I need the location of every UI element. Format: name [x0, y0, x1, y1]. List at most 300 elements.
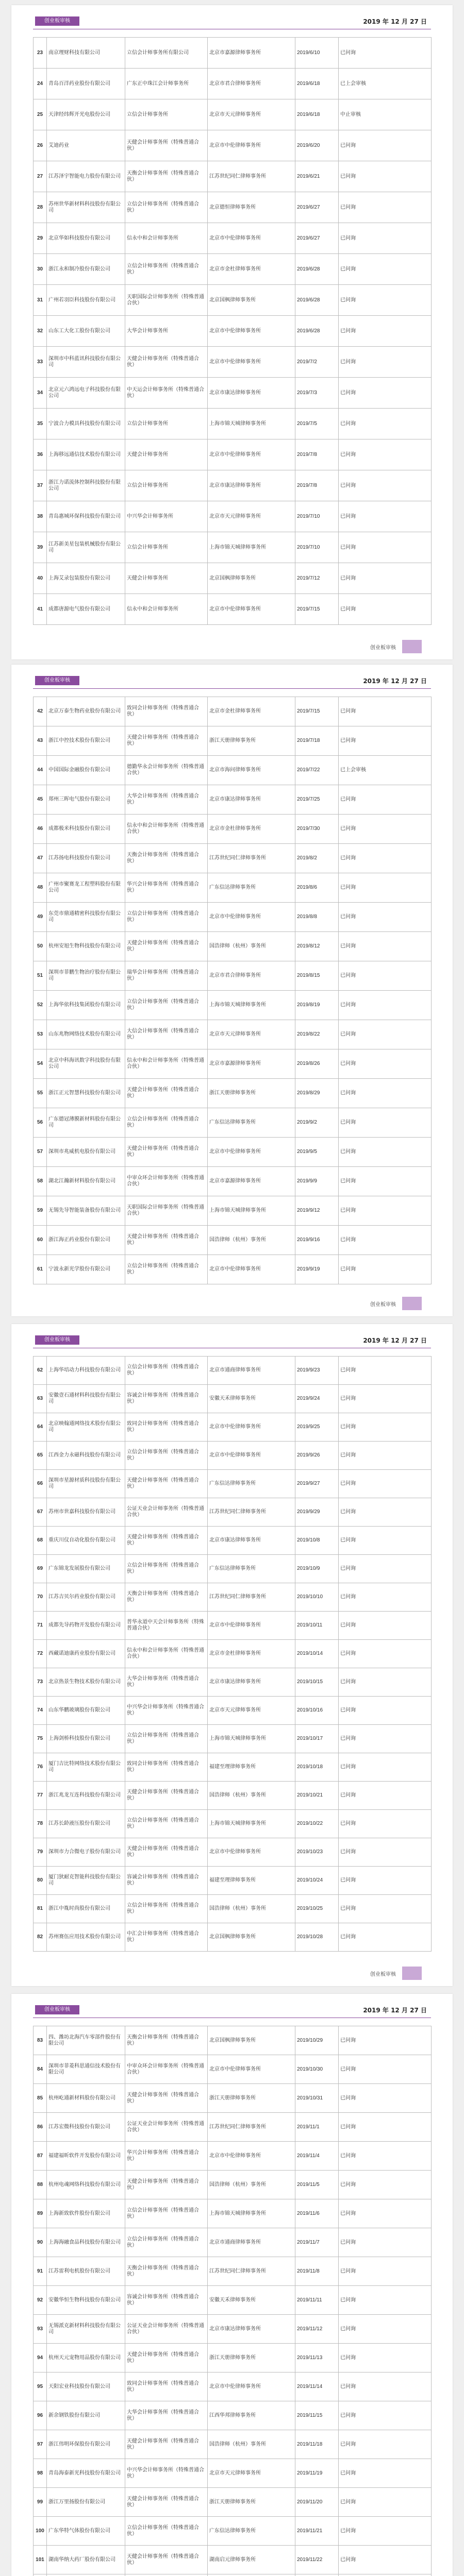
table-row: [34, 697, 432, 726]
review-status: 已问询: [339, 285, 432, 316]
accounting-firm: 公证天业会计师事务所（特殊普通合伙）: [125, 2315, 208, 2344]
row-number: 101: [34, 2546, 47, 2574]
company-name: 北京万泰生物药业股份有限公司: [47, 697, 125, 726]
law-firm: 上海市锦天城律师事务所: [208, 991, 295, 1020]
review-status: 已问询: [339, 1782, 432, 1810]
accounting-firm: 天健会计师事务所（特殊普通合伙）: [125, 1138, 208, 1167]
law-firm: 浙江天册律师事务所: [208, 726, 295, 756]
review-status: 已问询: [339, 532, 432, 563]
accounting-firm: 立信会计师事务所有限公司: [125, 38, 208, 69]
footer-tab-marker: [402, 640, 422, 653]
filing-date: 2019/8/15: [295, 961, 339, 991]
table-row: [34, 2315, 432, 2344]
table-row: [34, 1226, 432, 1255]
review-status: 已问询: [339, 316, 432, 347]
company-name: 杭州天元宠物用品股份有限公司: [47, 2344, 125, 2372]
row-number: 49: [34, 903, 47, 932]
review-status: 已问询: [339, 1079, 432, 1108]
company-name: 郑州三晖电气股份有限公司: [47, 785, 125, 815]
table-row: [34, 470, 432, 501]
law-firm: 北京市中伦律师事务所: [208, 1442, 295, 1470]
filing-date: 2019/10/9: [295, 1555, 339, 1583]
review-status: 已问询: [339, 1555, 432, 1583]
row-number: 47: [34, 844, 47, 873]
row-number: 48: [34, 873, 47, 903]
table-row: [34, 1895, 432, 1923]
company-name: 福建福昕软件开发股份有限公司: [47, 2142, 125, 2171]
law-firm: 北京市天元律师事务所: [208, 1697, 295, 1725]
accounting-firm: 天健会计师事务所（特殊普通合伙）: [125, 1470, 208, 1498]
table-row: [34, 2372, 432, 2401]
law-firm: 上海市锦天城律师事务所: [208, 1725, 295, 1753]
table-row: [34, 563, 432, 594]
table-row: [34, 932, 432, 961]
law-firm: 国浩律师（杭州）事务所: [208, 2430, 295, 2459]
accounting-firm: 天健会计师事务所（特殊普通合伙）: [125, 130, 208, 161]
review-status: 已问询: [339, 1049, 432, 1079]
filing-date: 2019/8/12: [295, 932, 339, 961]
company-name: 浙江万里扬股份有限公司: [47, 2488, 125, 2517]
company-name: 宁波永新光学股份有限公司: [47, 1255, 125, 1284]
accounting-firm: [125, 2574, 208, 2576]
table-row: [34, 1079, 432, 1108]
filing-date: 2019/10/16: [295, 1697, 339, 1725]
row-number: 30: [34, 254, 47, 285]
filing-date: 2019/7/12: [295, 563, 339, 594]
filing-date: 2019/7/10: [295, 532, 339, 563]
filing-date: 2019/9/26: [295, 1442, 339, 1470]
law-firm: 浙江天册律师事务所: [208, 2084, 295, 2113]
law-firm: 江西华邦律师事务所: [208, 2401, 295, 2430]
review-status: 已问询: [339, 1668, 432, 1697]
law-firm: 北京市通商律师事务所: [208, 1357, 295, 1385]
law-firm: 北京市中伦律师事务所: [208, 1255, 295, 1284]
table-row: [34, 38, 432, 69]
law-firm: 北京市金杜律师事务所: [208, 254, 295, 285]
filing-date: 2019/11/6: [295, 2199, 339, 2228]
table-row: [34, 961, 432, 991]
filing-date: 2019/8/22: [295, 1020, 339, 1049]
review-status: 已问询: [339, 2257, 432, 2286]
accounting-firm: 致同会计师事务所（特殊普通合伙）: [125, 1413, 208, 1442]
filing-date: 2019/11/1: [295, 2113, 339, 2142]
filing-date: 2019/9/5: [295, 1138, 339, 1167]
review-status: 已问询: [339, 2401, 432, 2430]
row-number: 62: [34, 1357, 47, 1385]
table-row: [34, 1640, 432, 1668]
law-firm: 广东信达律师事务所: [208, 873, 295, 903]
row-number: 86: [34, 2113, 47, 2142]
table-row: [34, 1385, 432, 1413]
company-name: 浙江中胤时尚股份有限公司: [47, 1895, 125, 1923]
review-status: 已问询: [339, 1413, 432, 1442]
company-name: 江苏宏微科技股份有限公司: [47, 2113, 125, 2142]
accounting-firm: 天健会计师事务所（特殊普通合伙）: [125, 932, 208, 961]
company-name: 北京映翰通网络技术股份有限公司: [47, 1413, 125, 1442]
review-status: 已问询: [339, 1020, 432, 1049]
footer-label: 创业板审核: [370, 1972, 396, 1977]
accounting-firm: 天健会计师事务所（特殊普通合伙）: [125, 2344, 208, 2372]
filing-date: 2019/7/18: [295, 726, 339, 756]
company-name: 四、潍坊北海汽车零部件股份有限公司: [47, 2026, 125, 2055]
row-number: 26: [34, 130, 47, 161]
ipo-review-table: [33, 37, 432, 625]
table-row: [34, 161, 432, 192]
accounting-firm: 立信会计师事务所（特殊普通合伙）: [125, 1108, 208, 1138]
table-row: [34, 1196, 432, 1226]
review-status: 已问询: [339, 594, 432, 625]
company-name: 西藏诺迪康药业股份有限公司: [47, 1640, 125, 1668]
review-status: 已问询: [339, 844, 432, 873]
review-status: 已问询: [339, 254, 432, 285]
row-number: 69: [34, 1555, 47, 1583]
law-firm: 北京市天元律师事务所: [208, 1020, 295, 1049]
row-number: 66: [34, 1470, 47, 1498]
law-firm: 北京市嘉源律师事务所: [208, 1167, 295, 1196]
table-row: [34, 2430, 432, 2459]
company-name: 深圳市兆威机电股份有限公司: [47, 1138, 125, 1167]
row-number: 42: [34, 697, 47, 726]
review-status: 已问询: [339, 1697, 432, 1725]
company-name: 深圳市菲菱科思通信技术股份有限公司: [47, 2055, 125, 2084]
accounting-firm: 天健会计师事务所（特殊普通合伙）: [125, 347, 208, 378]
filing-date: 2019/7/2: [295, 347, 339, 378]
filing-date: 2019/11/13: [295, 2344, 339, 2372]
filing-date: [295, 2574, 339, 2576]
footer-label: 创业板审核: [370, 1302, 396, 1308]
document-page: [11, 665, 453, 1316]
law-firm: 国浩律师（杭州）事务所: [208, 932, 295, 961]
review-status: 已问询: [339, 2142, 432, 2171]
law-firm: 北京国枫律师事务所: [208, 563, 295, 594]
filing-date: 2019/10/15: [295, 1668, 339, 1697]
company-name: 北京热景生物技术股份有限公司: [47, 1668, 125, 1697]
review-status: 已问询: [339, 1226, 432, 1255]
accounting-firm: 立信会计师事务所（特殊普通合伙）: [125, 1895, 208, 1923]
row-number: 100: [34, 2517, 47, 2546]
accounting-firm: 信永中和会计师事务所: [125, 594, 208, 625]
table-row: [34, 991, 432, 1020]
row-number: 95: [34, 2372, 47, 2401]
company-name: 天阳宏业科技股份有限公司: [47, 2372, 125, 2401]
filing-date: 2019/10/10: [295, 1583, 339, 1612]
accounting-firm: 天健会计师事务所: [125, 439, 208, 470]
table-row: [34, 1697, 432, 1725]
review-status: 已问询: [339, 2026, 432, 2055]
accounting-firm: 中兴华会计师事务所（特殊普通合伙）: [125, 1697, 208, 1725]
row-number: 89: [34, 2199, 47, 2228]
law-firm: 北京市中伦律师事务所: [208, 594, 295, 625]
page-header: [11, 1324, 453, 1354]
law-firm: 北京市中伦律师事务所: [208, 1612, 295, 1640]
row-number: 44: [34, 756, 47, 785]
review-status: 已问询: [339, 1895, 432, 1923]
law-firm: 北京市中伦律师事务所: [208, 1413, 295, 1442]
company-name: 广州若羽臣科技股份有限公司: [47, 285, 125, 316]
filing-date: 2019/10/8: [295, 1527, 339, 1555]
review-status: 已问询: [339, 161, 432, 192]
filing-date: 2019/9/9: [295, 1167, 339, 1196]
review-status: 已问询: [339, 1385, 432, 1413]
law-firm: 上海市锦天城律师事务所: [208, 409, 295, 439]
row-number: 67: [34, 1498, 47, 1527]
law-firm: 广东信达律师事务所: [208, 1470, 295, 1498]
accounting-firm: 立信会计师事务所（特殊普通合伙）: [125, 192, 208, 223]
filing-date: 2019/11/22: [295, 2546, 339, 2574]
company-name: 南京理财科技有限公司: [47, 38, 125, 69]
company-name: 天津经纬辉开光电股份公司: [47, 99, 125, 130]
table-row: [34, 1668, 432, 1697]
law-firm: 北京市天元律师事务所: [208, 501, 295, 532]
law-firm: 浙江天册律师事务所: [208, 2344, 295, 2372]
review-status: 已问询: [339, 2517, 432, 2546]
law-firm: 福建至理律师事务所: [208, 1867, 295, 1895]
review-status: 已问询: [339, 2315, 432, 2344]
review-status: 已问询: [339, 1583, 432, 1612]
section-label: 创业板审核: [35, 2005, 79, 2014]
law-firm: 北京市天元律师事务所: [208, 2459, 295, 2488]
filing-date: 2019/9/24: [295, 1385, 339, 1413]
row-number: 63: [34, 1385, 47, 1413]
row-number: 43: [34, 726, 47, 756]
row-number: 88: [34, 2171, 47, 2199]
review-status: 已问询: [339, 697, 432, 726]
accounting-firm: 信永中和会计师事务所（特殊普通合伙）: [125, 1640, 208, 1668]
law-firm: 湖南启元律师事务所: [208, 2546, 295, 2574]
filing-date: 2019/10/24: [295, 1867, 339, 1895]
ipo-review-table: [33, 1356, 432, 1952]
table-row: [34, 1612, 432, 1640]
filing-date: 2019/8/8: [295, 903, 339, 932]
table-row: [34, 285, 432, 316]
accounting-firm: 天职国际会计师事务所（特殊普通合伙）: [125, 1196, 208, 1226]
law-firm: 广东信达律师事务所: [208, 1108, 295, 1138]
document-page: [11, 1994, 453, 2576]
filing-date: 2019/6/28: [295, 316, 339, 347]
company-name: 湖北江瀚新材料股份有限公司: [47, 1167, 125, 1196]
filing-date: 2019/7/25: [295, 785, 339, 815]
row-number: 45: [34, 785, 47, 815]
review-status: 已问询: [339, 1838, 432, 1867]
filing-date: 2019/10/23: [295, 1838, 339, 1867]
row-number: 71: [34, 1612, 47, 1640]
row-number: 96: [34, 2401, 47, 2430]
company-name: 浙江兆龙互连科技股份有限公司: [47, 1782, 125, 1810]
company-name: 江苏雷利电机股份有限公司: [47, 2257, 125, 2286]
accounting-firm: 大华会计师事务所: [125, 316, 208, 347]
company-name: 广东锦龙发展股份有限公司: [47, 1555, 125, 1583]
company-name: 江苏扬电科技股份有限公司: [47, 844, 125, 873]
table-row: [34, 2171, 432, 2199]
law-firm: 上海市锦天城律师事务所: [208, 1196, 295, 1226]
review-status: 已问询: [339, 2372, 432, 2401]
company-name: 广东华特气体股份有限公司: [47, 2517, 125, 2546]
table-row: [34, 2142, 432, 2171]
law-firm: 北京市中伦律师事务所: [208, 130, 295, 161]
company-name: 江苏吉贝尔药业股份有限公司: [47, 1583, 125, 1612]
table-row: [34, 1838, 432, 1867]
company-name: 江西金力永磁科技股份有限公司: [47, 1442, 125, 1470]
header-divider: [33, 688, 431, 689]
accounting-firm: 公证天业会计师事务所（特殊普通合伙）: [125, 1498, 208, 1527]
accounting-firm: 立信会计师事务所: [125, 470, 208, 501]
law-firm: 江苏世纪同仁律师事务所: [208, 2257, 295, 2286]
row-number: 50: [34, 932, 47, 961]
accounting-firm: 天健会计师事务所（特殊普通合伙）: [125, 726, 208, 756]
review-status: 已问询: [339, 563, 432, 594]
company-name: 艾迪药业: [47, 130, 125, 161]
law-firm: 北京市中伦律师事务所: [208, 2055, 295, 2084]
accounting-firm: 立信会计师事务所: [125, 99, 208, 130]
filing-date: 2019/11/12: [295, 2315, 339, 2344]
review-status: 已问询: [339, 223, 432, 254]
row-number: 70: [34, 1583, 47, 1612]
law-firm: 福建至理律师事务所: [208, 1753, 295, 1782]
company-name: 青岛百洋药业股份有限公司: [47, 69, 125, 99]
review-status: 已问询: [339, 1255, 432, 1284]
accounting-firm: 天衡会计师事务所（特殊普通合伙）: [125, 2257, 208, 2286]
accounting-firm: 公证天业会计师事务所（特殊普通合伙）: [125, 2113, 208, 2142]
table-row: [34, 815, 432, 844]
table-row: [34, 316, 432, 347]
company-name: 新余钢铁股份有限公司: [47, 2401, 125, 2430]
table-row: [34, 1108, 432, 1138]
row-number: 38: [34, 501, 47, 532]
accounting-firm: 大华会计师事务所（特殊普通合伙）: [125, 785, 208, 815]
law-firm: 北京德恒律师事务所: [208, 192, 295, 223]
review-status: 已问询: [339, 2286, 432, 2315]
table-row: [34, 2286, 432, 2315]
document-page: [11, 5, 453, 659]
row-number: 78: [34, 1810, 47, 1838]
row-number: 82: [34, 1923, 47, 1952]
review-status: 已问询: [339, 1357, 432, 1385]
table-row: [34, 1782, 432, 1810]
filing-date: 2019/7/8: [295, 470, 339, 501]
review-status: 已问询: [339, 1196, 432, 1226]
table-row: [34, 1470, 432, 1498]
review-status: 已问询: [339, 1470, 432, 1498]
filing-date: 2019/10/11: [295, 1612, 339, 1640]
page-footer: [11, 1293, 453, 1316]
row-number: 52: [34, 991, 47, 1020]
company-name: 成都唐源电气股份有限公司: [47, 594, 125, 625]
company-name: 苏州市世嘉科技股份有限公司: [47, 1498, 125, 1527]
table-row: [34, 501, 432, 532]
review-status: 已问询: [339, 1442, 432, 1470]
company-name: 杭州安旭生物科技股份有限公司: [47, 932, 125, 961]
table-row: [34, 2084, 432, 2113]
footer-tab-marker: [402, 1967, 422, 1980]
accounting-firm: 中汇会计师事务所（特殊普通合伙）: [125, 1923, 208, 1952]
review-status: 已问询: [339, 2055, 432, 2084]
accounting-firm: 立信会计师事务所（特殊普通合伙）: [125, 2517, 208, 2546]
table-row: [34, 409, 432, 439]
filing-date: 2019/6/27: [295, 223, 339, 254]
table-row: [34, 2459, 432, 2488]
company-name: 浙江海正药业股份有限公司: [47, 1226, 125, 1255]
company-name: 北京中科海讯数字科技股份有限公司: [47, 1049, 125, 1079]
accounting-firm: 中天运会计师事务所（特殊普通合伙）: [125, 378, 208, 409]
filing-date: 2019/7/22: [295, 756, 339, 785]
table-row: [34, 1049, 432, 1079]
row-number: 59: [34, 1196, 47, 1226]
table-row: [34, 2199, 432, 2228]
company-name: 广东德冠薄膜新材料股份有限公司: [47, 1108, 125, 1138]
report-date: 2019 年 12 月 27 日: [363, 677, 427, 685]
company-name: 上海华培动力科技股份有限公司: [47, 1357, 125, 1385]
table-row: [34, 1555, 432, 1583]
law-firm: 北京市通商律师事务所: [208, 2228, 295, 2257]
row-number: 79: [34, 1838, 47, 1867]
filing-date: 2019/6/27: [295, 192, 339, 223]
page-footer: [11, 1962, 453, 1986]
filing-date: 2019/10/31: [295, 2084, 339, 2113]
accounting-firm: 容诚会计师事务所（特殊普通合伙）: [125, 1867, 208, 1895]
row-number: 64: [34, 1413, 47, 1442]
accounting-firm: 天衡会计师事务所（特殊普通合伙）: [125, 1583, 208, 1612]
row-number: 90: [34, 2228, 47, 2257]
law-firm: 浙江天册律师事务所: [208, 2488, 295, 2517]
review-status: 已问询: [339, 1753, 432, 1782]
review-status: 已问询: [339, 1640, 432, 1668]
review-status: 已问询: [339, 2459, 432, 2488]
review-status: 已问询: [339, 409, 432, 439]
law-firm: 上海市锦天城律师事务所: [208, 1810, 295, 1838]
review-status: 已问询: [339, 903, 432, 932]
review-status: 已问询: [339, 1612, 432, 1640]
row-number: 72: [34, 1640, 47, 1668]
accounting-firm: 立信会计师事务所（特殊普通合伙）: [125, 903, 208, 932]
accounting-firm: 立信会计师事务所: [125, 532, 208, 563]
law-firm: 北京市康达律师事务所: [208, 785, 295, 815]
table-row: [34, 2113, 432, 2142]
table-row: [34, 69, 432, 99]
filing-date: 2019/8/2: [295, 844, 339, 873]
filing-date: 2019/10/17: [295, 1725, 339, 1753]
filing-date: 2019/9/16: [295, 1226, 339, 1255]
review-status: 已问询: [339, 347, 432, 378]
table-row: [34, 1725, 432, 1753]
law-firm: 安徽天禾律师事务所: [208, 1385, 295, 1413]
filing-date: 2019/9/19: [295, 1255, 339, 1284]
accounting-firm: 天健会计师事务所（特殊普通合伙）: [125, 2546, 208, 2574]
accounting-firm: 中兴华会计师事务所: [125, 501, 208, 532]
table-row: [34, 1138, 432, 1167]
law-firm: 北京市金杜律师事务所: [208, 1640, 295, 1668]
row-number: 93: [34, 2315, 47, 2344]
table-row: [34, 1020, 432, 1049]
company-name: 安徽华恒生物科技股份有限公司: [47, 2286, 125, 2315]
filing-date: 2019/7/15: [295, 697, 339, 726]
row-number: 61: [34, 1255, 47, 1284]
company-name: 北京华如科技股份有限公司: [47, 223, 125, 254]
company-name: 青岛惠城环保科技股份有限公司: [47, 501, 125, 532]
filing-date: 2019/11/11: [295, 2286, 339, 2315]
table-row: [34, 1753, 432, 1782]
row-number: 98: [34, 2459, 47, 2488]
table-row: [34, 1867, 432, 1895]
filing-date: 2019/6/21: [295, 161, 339, 192]
table-row: [34, 130, 432, 161]
filing-date: 2019/9/23: [295, 1357, 339, 1385]
filing-date: 2019/10/21: [295, 1782, 339, 1810]
law-firm: 北京市康达律师事务所: [208, 1527, 295, 1555]
row-number: 83: [34, 2026, 47, 2055]
table-row: [34, 347, 432, 378]
accounting-firm: 华兴会计师事务所（特殊普通合伙）: [125, 873, 208, 903]
company-name: 浙江永和制冷股份有限公司: [47, 254, 125, 285]
